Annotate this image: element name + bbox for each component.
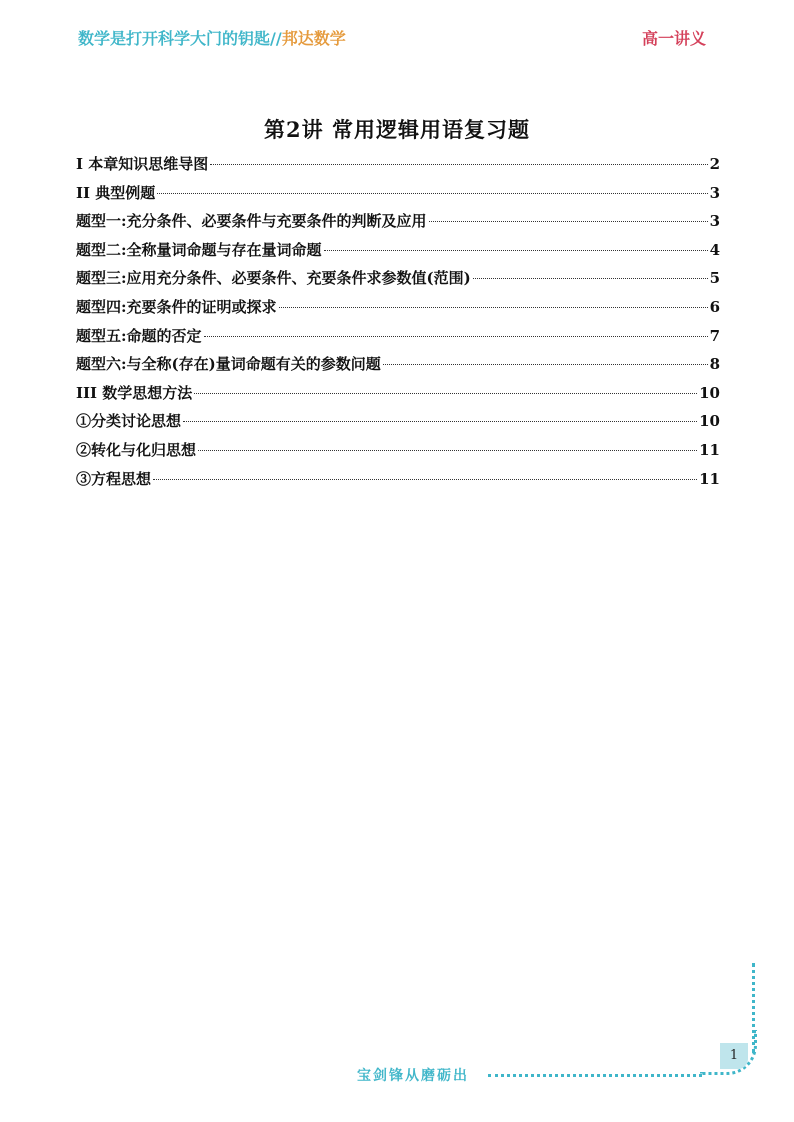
header-course-label: 高一讲义 bbox=[641, 29, 706, 48]
toc-entry[interactable] bbox=[76, 179, 720, 208]
toc-entry-label: 题型六:与全称(存在)量词命题有关的参数问题 bbox=[76, 355, 381, 374]
toc-entry[interactable] bbox=[76, 264, 720, 293]
toc-leader bbox=[210, 164, 707, 165]
toc-entry-page: 3 bbox=[709, 212, 720, 231]
toc-leader bbox=[194, 393, 697, 394]
footer-slogan: 宝剑锋从磨砺出 bbox=[357, 1068, 469, 1084]
toc-entry[interactable] bbox=[76, 465, 720, 494]
toc-entry-label: II 典型例题 bbox=[76, 183, 156, 202]
toc-leader bbox=[183, 421, 697, 422]
toc-leader bbox=[153, 479, 697, 480]
toc-leader bbox=[429, 221, 708, 222]
toc-entry[interactable] bbox=[76, 150, 720, 179]
toc-entry-page: 11 bbox=[699, 469, 720, 488]
toc-entry-label: 题型五:命题的否定 bbox=[76, 326, 202, 345]
toc-entry-page: 6 bbox=[709, 297, 720, 316]
toc-leader bbox=[383, 364, 708, 365]
toc-entry[interactable] bbox=[76, 350, 720, 379]
toc-entry-page: 4 bbox=[709, 240, 720, 259]
toc-entry[interactable] bbox=[76, 293, 720, 322]
toc-leader bbox=[204, 336, 708, 337]
toc-entry-label: 题型二:全称量词命题与存在量词命题 bbox=[76, 240, 322, 259]
toc-entry-label: ①分类讨论思想 bbox=[76, 412, 182, 431]
toc-entry[interactable] bbox=[76, 436, 720, 465]
toc-entry-label: I 本章知识思维导图 bbox=[76, 155, 209, 173]
toc-entry-label: ③方程思想 bbox=[76, 469, 152, 488]
toc-entry-label: ②转化与化归思想 bbox=[76, 440, 197, 459]
toc-entry[interactable] bbox=[76, 379, 720, 408]
toc-entry-page: 3 bbox=[709, 183, 720, 202]
toc-entry[interactable] bbox=[76, 207, 720, 236]
header-motto-text: 数学是打开科学大门的钥匙// bbox=[78, 29, 282, 48]
toc-entry[interactable] bbox=[76, 236, 720, 265]
toc-entry-label: 题型四:充要条件的证明或探求 bbox=[76, 297, 277, 316]
toc-entry-label: 题型三:应用充分条件、必要条件、充要条件求参数值(范围) bbox=[76, 269, 471, 288]
toc-entry-label: 题型一:充分条件、必要条件与充要条件的判断及应用 bbox=[76, 212, 427, 231]
toc-leader bbox=[324, 250, 708, 251]
header-brand: 邦达数学 bbox=[281, 29, 346, 48]
toc-entry-page: 8 bbox=[709, 355, 720, 374]
page-number: 1 bbox=[720, 1043, 748, 1069]
toc-leader bbox=[473, 278, 708, 279]
toc-entry-page: 10 bbox=[699, 412, 720, 431]
toc-entry[interactable] bbox=[76, 407, 720, 436]
page-title: 第2讲 常用逻辑用语复习题 bbox=[264, 117, 530, 142]
toc-leader bbox=[157, 193, 707, 194]
toc-leader bbox=[198, 450, 697, 451]
footer-decoration-horizontal bbox=[488, 1074, 702, 1077]
toc-entry-page: 11 bbox=[699, 440, 720, 459]
toc-entry-label: III 数学思想方法 bbox=[76, 383, 193, 402]
table-of-contents bbox=[76, 150, 720, 493]
toc-entry-page: 10 bbox=[699, 383, 720, 402]
header-motto bbox=[78, 26, 346, 49]
toc-entry-page: 2 bbox=[709, 155, 720, 173]
toc-entry-page: 5 bbox=[709, 269, 720, 288]
toc-entry-page: 7 bbox=[709, 326, 720, 345]
toc-entry[interactable] bbox=[76, 322, 720, 351]
toc-leader bbox=[279, 307, 708, 308]
page-header bbox=[78, 24, 706, 50]
